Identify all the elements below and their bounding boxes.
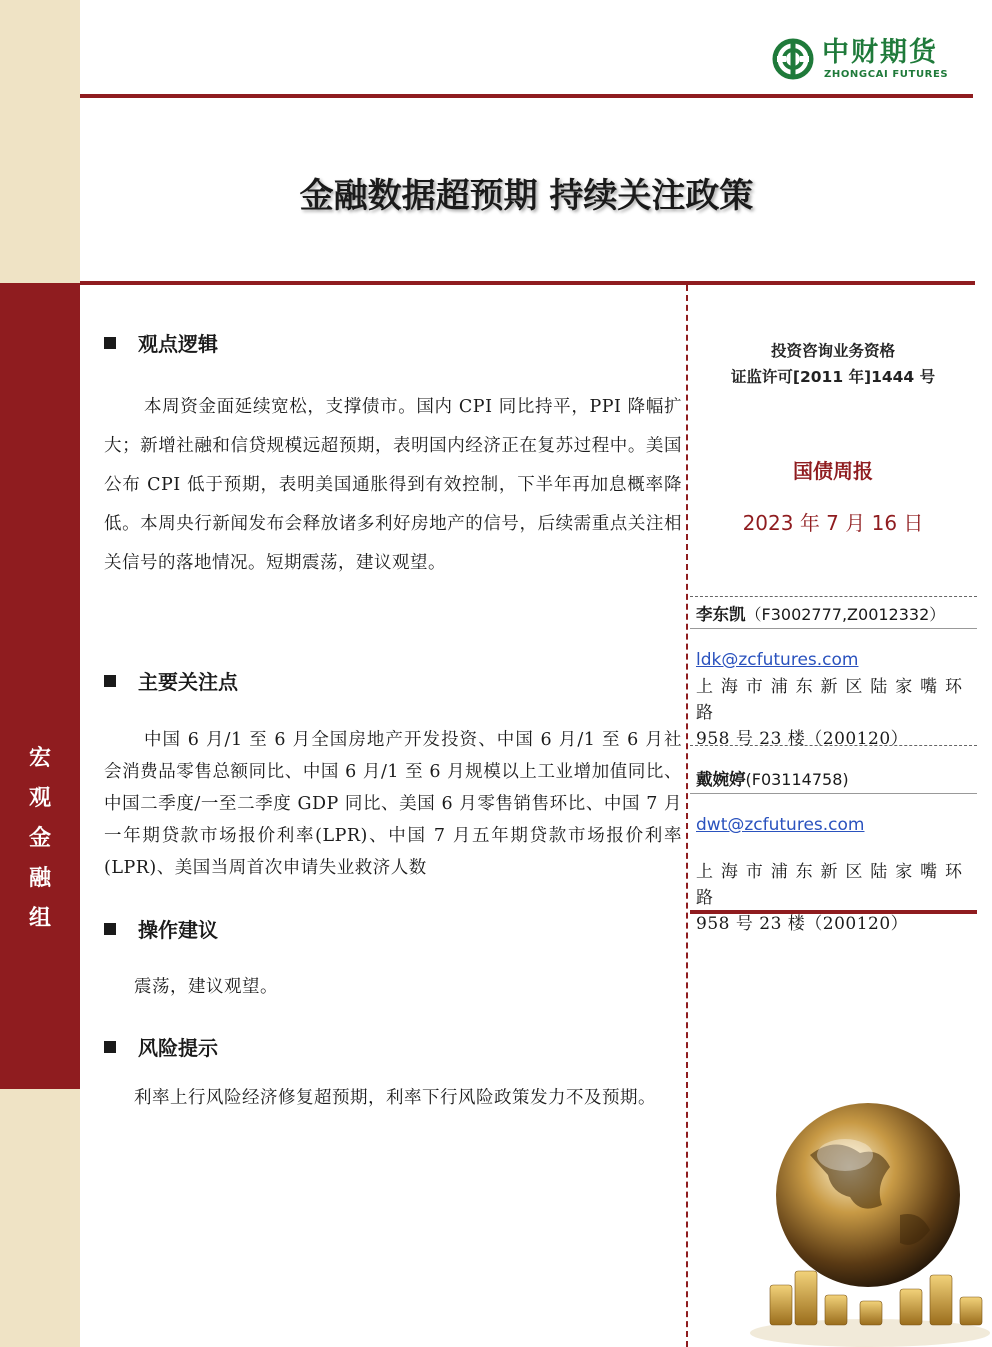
address-line: 上海市浦东新区陆家嘴环路 bbox=[696, 677, 968, 723]
author-divider bbox=[690, 745, 977, 746]
section-heading-risk: 风险提示 bbox=[104, 1032, 218, 1061]
title-rule bbox=[80, 281, 975, 285]
address-line: 958 号 23 楼（200120） bbox=[696, 914, 909, 934]
sidebar-char: 宏 bbox=[28, 745, 51, 771]
sidebar-char: 金 bbox=[28, 825, 51, 851]
sidebar-group-label bbox=[0, 738, 80, 938]
report-type: 国债周报 bbox=[793, 459, 873, 483]
author-1-name-line bbox=[696, 601, 945, 625]
sidebar-bottom-band bbox=[0, 1089, 80, 1347]
bullet-square-icon bbox=[104, 337, 116, 349]
report-date: 2023 年 7 月 16 日 bbox=[742, 511, 924, 535]
bullet-square-icon bbox=[104, 675, 116, 687]
risk-body: 利率上行风险经济修复超预期，利率下行风险政策发力不及预期。 bbox=[134, 1088, 656, 1108]
bullet-square-icon bbox=[104, 923, 116, 935]
address-line: 上海市浦东新区陆家嘴环路 bbox=[696, 862, 968, 908]
header-rule bbox=[80, 94, 973, 98]
sidebar-char: 组 bbox=[28, 905, 51, 931]
author-divider bbox=[690, 596, 977, 597]
qualification-line-1: 投资咨询业务资格 bbox=[770, 342, 895, 360]
author-rule bbox=[690, 628, 977, 629]
sidebar-maroon-band bbox=[0, 283, 80, 1089]
section-heading-viewpoint: 观点逻辑 bbox=[104, 328, 218, 357]
globe-coins-illustration bbox=[740, 1075, 992, 1347]
author-rule bbox=[690, 793, 977, 794]
author-block-bottom-rule bbox=[690, 910, 977, 914]
bullet-square-icon bbox=[104, 1041, 116, 1053]
logo-name-cn: 中财期货 bbox=[822, 37, 938, 68]
sidebar-char: 观 bbox=[28, 785, 51, 811]
author-2-name-line bbox=[696, 766, 849, 790]
report-title: 金融数据超预期 持续关注政策 bbox=[299, 176, 754, 216]
author-license: (F03114758) bbox=[745, 770, 849, 789]
focus-body: 中国 6 月/1 至 6 月全国房地产开发投资、中国 6 月/1 至 6 月社会消费品零售总额同比、中国 6 月/1 至 6 月规模以上工业增加值同比、中国二季度/一至二季度 GDP 同比、美国 6 月零售销售环比、中国 7 月一年期贷款市场报价利率(LPR)、中国 7 月五年期贷款市场报价利率(LPR)、美国当周首次申请失业救济人数 bbox=[104, 730, 682, 878]
section-heading-operation: 操作建议 bbox=[104, 914, 218, 943]
author-name: 李东凯 bbox=[696, 605, 746, 624]
column-divider bbox=[686, 285, 688, 1347]
logo-name-en: ZHONGCAI FUTURES bbox=[824, 69, 949, 80]
logo-mark-icon bbox=[772, 38, 814, 80]
sidebar-top-band bbox=[0, 0, 80, 283]
author-license: （F3002777,Z0012332） bbox=[745, 605, 946, 624]
author-1-address bbox=[696, 674, 968, 752]
section-heading-focus: 主要关注点 bbox=[104, 666, 238, 695]
author-2-address bbox=[696, 859, 968, 937]
address-line: 958 号 23 楼（200120） bbox=[696, 729, 909, 749]
author-2-email-link[interactable]: dwt@zcfutures.com bbox=[696, 815, 865, 835]
operation-body: 震荡，建议观望。 bbox=[134, 977, 278, 997]
viewpoint-body: 本周资金面延续宽松，支撑债市。国内 CPI 同比持平，PPI 降幅扩大；新增社融和信贷规模远超预期，表明国内经济正在复苏过程中。美国公布 CPI 低于预期，表明美国通胀得到有效控制，下半年再加息概率降低。本周央行新闻发布会释放诸多利好房地产的信号，后续需重点关注相关信号的落地情况。短期震荡，建议观望。 bbox=[104, 397, 682, 573]
company-logo bbox=[772, 38, 962, 84]
qualification-line-2: 证监许可[2011 年]1444 号 bbox=[730, 368, 936, 386]
sidebar-char: 融 bbox=[28, 865, 51, 891]
author-1-email-link[interactable]: ldk@zcfutures.com bbox=[696, 650, 859, 670]
author-name: 戴婉婷 bbox=[696, 770, 746, 789]
